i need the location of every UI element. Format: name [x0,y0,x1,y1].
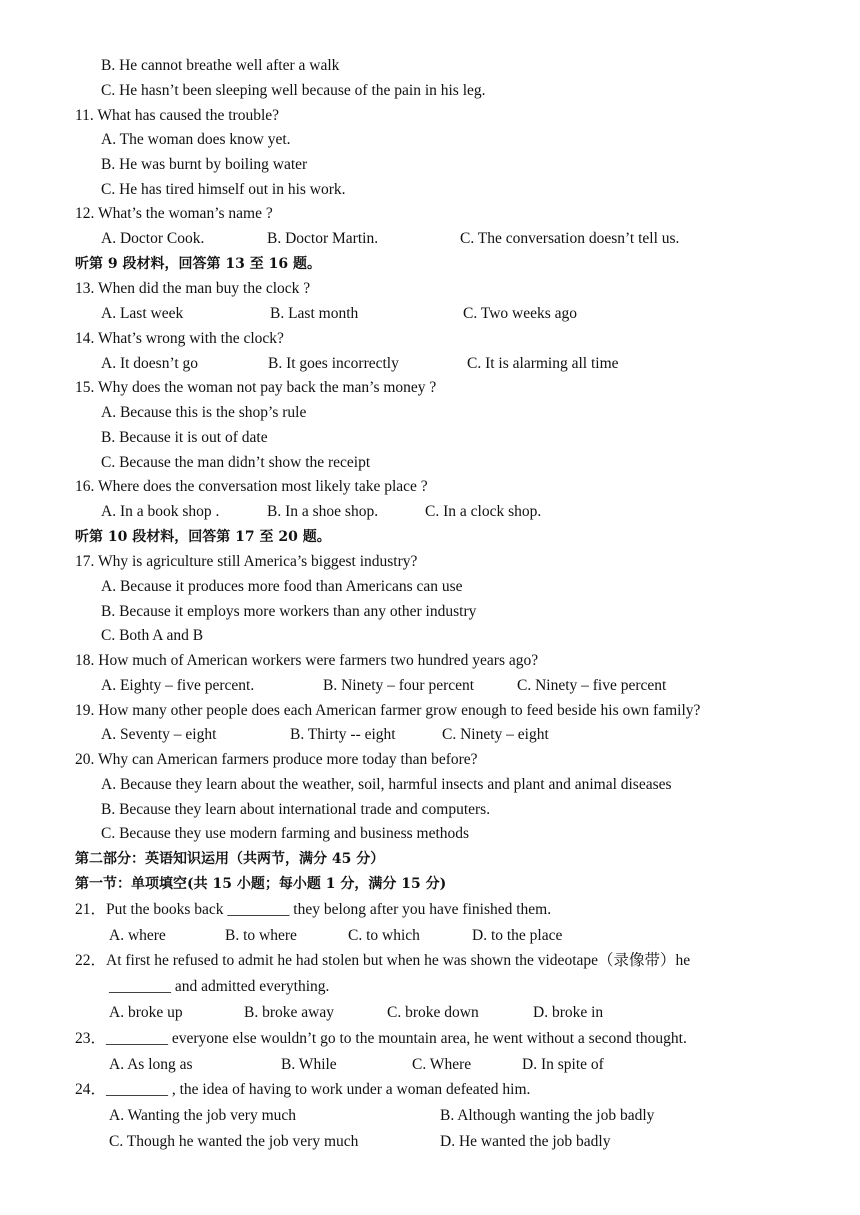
q21-option-a: A. where [109,927,166,944]
q21-option-d: D. to the place [472,927,563,944]
q16-option-c: C. In a clock shop. [425,503,542,520]
q18-option-c: C. Ninety – five percent [517,677,667,694]
q15-option-a: A. Because this is the shop’s rule [101,404,307,421]
q22-option-c: C. broke down [387,1004,479,1021]
part-two-heading: 第二部分：英语知识运用（共两节，满分 45 分） [75,851,385,867]
q11-stem: 11. What has caused the trouble? [75,107,280,124]
q23-stem: 23．________ everyone else wouldn’t go to the mountain area, he went without a second thought. [75,1030,687,1047]
q14-stem: 14. What’s wrong with the clock? [75,330,284,347]
q15-option-b: B. Because it is out of date [101,429,268,446]
q21-option-b: B. to where [225,927,297,944]
q23-option-a: A. As long as [109,1056,193,1073]
q14-option-c: C. It is alarming all time [467,355,619,372]
q18-option-b: B. Ninety – four percent [323,677,475,694]
q23-option-b: B. While [281,1056,337,1073]
q20-option-b: B. Because they learn about international trade and computers. [101,801,491,818]
section-one-heading: 第一节：单项填空(共 15 小题；每小题 1 分，满分 15 分) [75,876,447,892]
q19-option-a: A. Seventy – eight [101,726,217,743]
q19-option-c: C. Ninety – eight [442,726,549,743]
q24-option-c: C. Though he wanted the job very much [109,1133,359,1150]
q11-option-c: C. He has tired himself out in his work. [101,181,346,198]
q13-option-a: A. Last week [101,305,184,322]
q12-option-b: B. Doctor Martin. [267,230,379,247]
q13-option-c: C. Two weeks ago [463,305,578,322]
q20-option-a: A. Because they learn about the weather, soil, harmful insects and plant and animal diseases [101,776,672,793]
q16-option-a: A. In a book shop . [101,503,220,520]
q10-option-b: B. He cannot breathe well after a walk [101,57,340,74]
q24-option-a: A. Wanting the job very much [109,1107,297,1124]
section-heading-9: 听第 9 段材料，回答第 13 至 16 题。 [75,256,321,272]
q12-stem: 12. What’s the woman’s name ? [75,205,273,222]
q14-option-b: B. It goes incorrectly [268,355,399,372]
q15-option-c: C. Because the man didn’t show the receipt [101,454,371,471]
q22-option-b: B. broke away [244,1004,334,1021]
q16-stem: 16. Where does the conversation most likely take place ? [75,478,428,495]
q19-option-b: B. Thirty -- eight [290,726,396,743]
q19-stem: 19. How many other people does each American farmer grow enough to feed beside his own family? [75,702,701,719]
q24-stem: 24．________ , the idea of having to work under a woman defeated him. [75,1081,531,1098]
q23-option-d: D. In spite of [522,1056,604,1073]
q20-option-c: C. Because they use modern farming and business methods [101,825,470,842]
section-heading-10: 听第 10 段材料，回答第 17 至 20 题。 [75,529,331,545]
q20-stem: 20. Why can American farmers produce more today than before? [75,751,478,768]
q11-option-b: B. He was burnt by boiling water [101,156,308,173]
q24-option-b: B. Although wanting the job badly [440,1107,655,1124]
q21-option-c: C. to which [348,927,420,944]
q14-option-a: A. It doesn’t go [101,355,199,372]
q15-stem: 15. Why does the woman not pay back the man’s money ? [75,379,437,396]
q13-option-b: B. Last month [270,305,359,322]
q17-option-a: A. Because it produces more food than Americans can use [101,578,463,595]
q24-option-d: D. He wanted the job badly [440,1133,611,1150]
q22-stem-continued: ________ and admitted everything. [109,978,330,995]
q18-stem: 18. How much of American workers were farmers two hundred years ago? [75,652,539,669]
q17-option-c: C. Both A and B [101,627,204,644]
q22-stem: 22．At first he refused to admit he had stolen but when he was shown the videotape（录像带）he [75,952,691,969]
q17-option-b: B. Because it employs more workers than any other industry [101,603,477,620]
q22-option-d: D. broke in [533,1004,604,1021]
q10-option-c: C. He hasn’t been sleeping well because of the pain in his leg. [101,82,486,99]
q13-stem: 13. When did the man buy the clock ? [75,280,311,297]
q17-stem: 17. Why is agriculture still America’s biggest industry? [75,553,418,570]
q12-option-c: C. The conversation doesn’t tell us. [460,230,680,247]
q21-stem: 21．Put the books back ________ they belong after you have finished them. [75,901,552,918]
q16-option-b: B. In a shoe shop. [267,503,379,520]
q22-option-a: A. broke up [109,1004,183,1021]
q23-option-c: C. Where [412,1056,472,1073]
q12-option-a: A. Doctor Cook. [101,230,205,247]
q11-option-a: A. The woman does know yet. [101,131,291,148]
q18-option-a: A. Eighty – five percent. [101,677,255,694]
